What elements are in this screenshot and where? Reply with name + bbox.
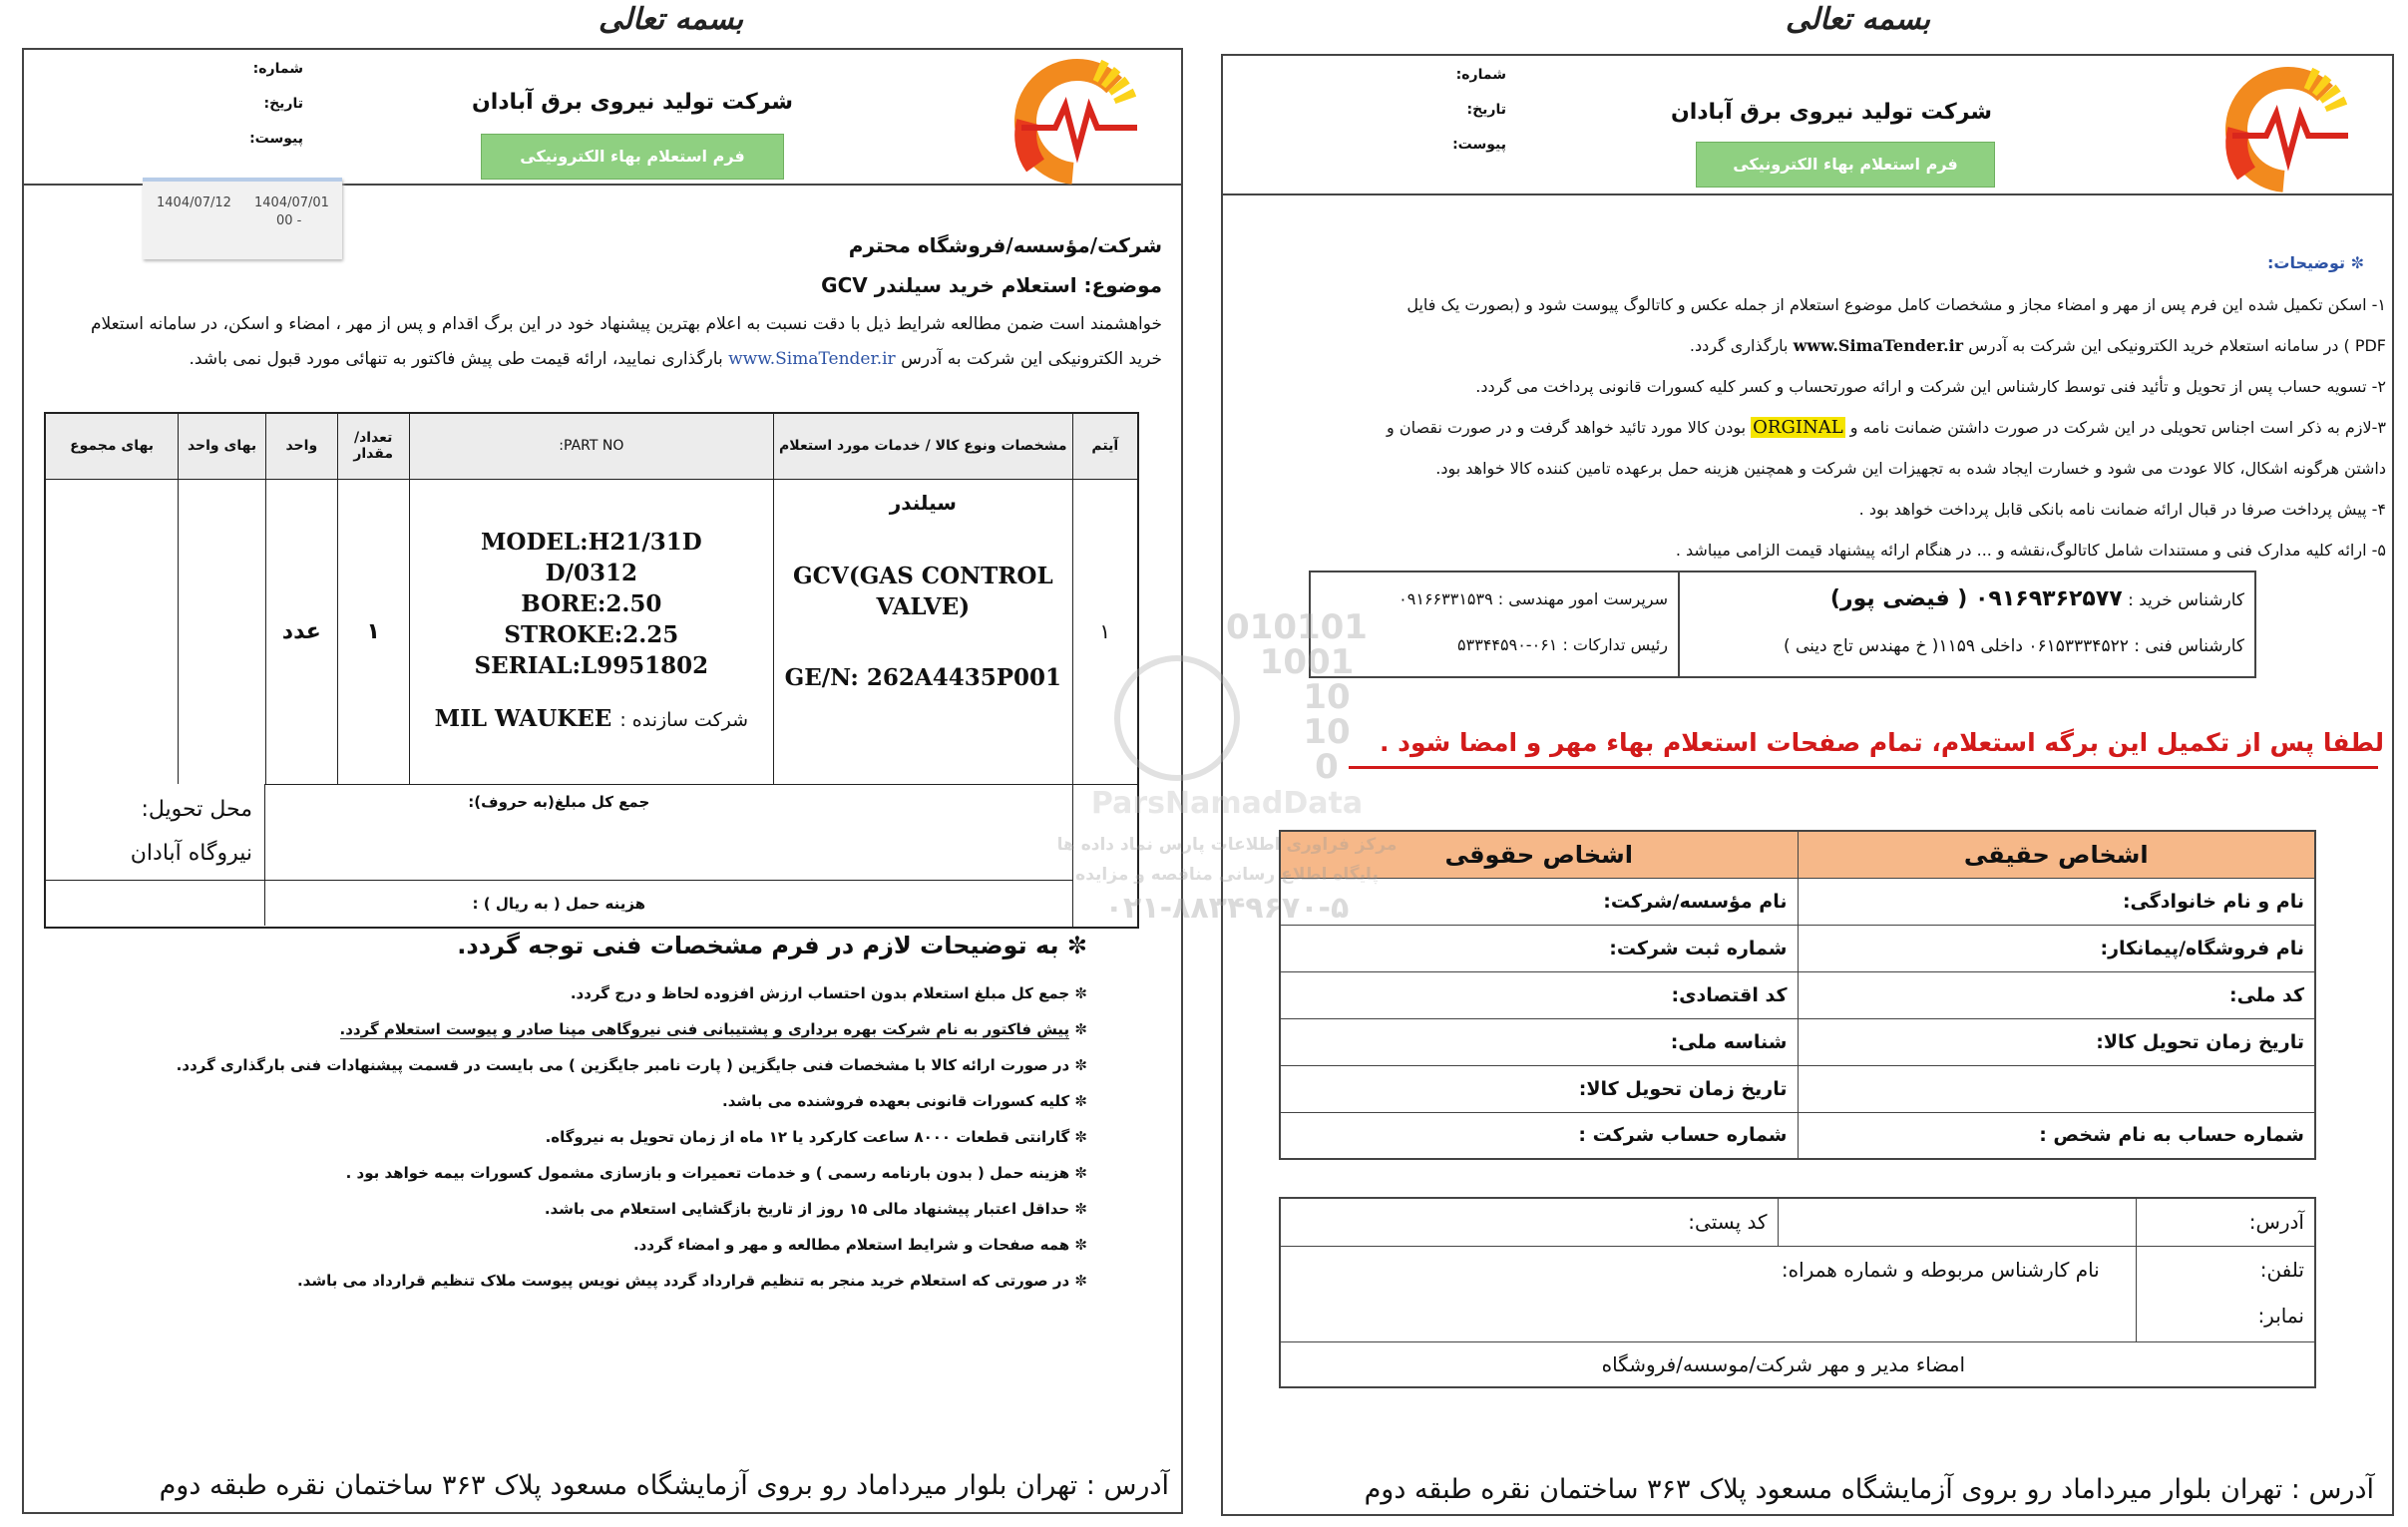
note-item: [100, 1047, 1087, 1083]
tender-url-link[interactable]: www.SimaTender.ir: [1793, 336, 1964, 355]
note-item: [100, 1227, 1087, 1263]
manufacturer-name: MIL WAUKEE: [434, 705, 612, 732]
meta-attachment: پیوست:: [249, 131, 303, 147]
buyer-contact: [1690, 576, 2244, 623]
real-person-field[interactable]: شماره حساب به نام شخص :: [1798, 1112, 2315, 1159]
intro-line-2-end: بارگذاری نمایید، ارائه قیمت طی پیش فاکتور به تنهائی مورد قبول نمی باشد.: [189, 349, 723, 369]
cell-item: ۱: [1072, 479, 1138, 784]
explanation-1b: [1231, 325, 2386, 366]
persons-row: [1280, 1018, 2315, 1065]
table-header-row: [45, 413, 1138, 479]
buyer-label: کارشناس خرید :: [2128, 590, 2244, 610]
tender-url-link[interactable]: www.SimaTender.ir: [728, 349, 896, 369]
spec-line-2: VALVE): [876, 592, 971, 620]
transport-cost-cell[interactable]: هزینه حمل ( به ریال ) :: [45, 880, 1072, 928]
intro-line-1: خواهشمند است ضمن مطالعه شرایط ذیل با دقت نسبت به اعلام بهترین پیشنهاد خود در این برگ اقدام و پس از مهر ، امضاء و اسکن، در سامانه استعلام: [91, 314, 1162, 334]
address-row: [1280, 1198, 2315, 1246]
note-item: [100, 1263, 1087, 1299]
asterisk-icon: ✼: [1069, 1092, 1087, 1110]
legal-person-field[interactable]: شماره حساب شرکت :: [1280, 1112, 1798, 1159]
cell-part-no: [409, 479, 773, 784]
delivery-block: [46, 784, 265, 880]
note-text: کلیه کسورات قانونی بعهده فروشنده می باشد.: [722, 1092, 1070, 1110]
real-person-field[interactable]: کد ملی:: [1798, 971, 2315, 1018]
letterhead: [24, 50, 1181, 186]
persons-row: [1280, 1112, 2315, 1159]
note-text: هزینه حمل ( بدون بارنامه رسمی ) و خدمات تعمیرات و بازسازی مشمول کسورات بیمه خواهد بود .: [345, 1164, 1070, 1182]
explanation-3b: داشتن هرگونه اشکال، کالا عودت می شود و خسارت ایجاد شده به تجهیزات این شرکت و همچنین هزینه حمل برعهده تامین کننده کالا خواهد بود.: [1435, 459, 2386, 478]
note-text: همه صفحات و شرایط استعلام مطالعه و مهر و امضاء گردد.: [632, 1236, 1070, 1254]
watermark-digits-5: 0: [1315, 747, 1339, 787]
asterisk-icon: ✼: [1069, 1164, 1087, 1182]
explanation-5: ۵- ارائه کلیه مدارک فنی و مستندات شامل کاتالوگ،نقشه و ... در هنگام ارائه پیشنهاد قیمت الزامی میباشد .: [1675, 541, 2386, 560]
page-right: [1217, 0, 2408, 1527]
tech-label: کارشناس فنی :: [2134, 636, 2244, 656]
bismillah-header: بسمه تعالی: [599, 2, 744, 37]
address-label[interactable]: آدرس:: [2136, 1198, 2315, 1246]
meta-attachment: پیوست:: [1452, 137, 1506, 153]
meta-number: شماره:: [252, 61, 303, 77]
legal-person-field[interactable]: نام مؤسسه/شرکت:: [1280, 878, 1798, 925]
signature-warning: لطفا پس از تکمیل این برگه استعلام، تمام صفحات استعلام بهاء مهر و امضا شود .: [1379, 728, 2384, 757]
real-person-field[interactable]: نام فروشگاه/پیمانکار:: [1798, 925, 2315, 971]
note-text: در صورت ارائه کالا با مشخصات فنی جایگزین ( پارت نامبر جایگزین ) می بایست در قسمت پیشنهادات فنی بارگذاری گردد.: [176, 1056, 1070, 1074]
real-persons-title: اشخاص حقیقی: [1798, 831, 2315, 878]
note-item: [100, 1191, 1087, 1227]
subject-line: موضوع: استعلام خرید سیلندر GCV: [821, 273, 1162, 297]
manufacturer-line: [410, 703, 773, 736]
note-text: پیش فاکتور به نام شرکت بهره برداری و پشتیبانی فنی نیروگاهی مپنا صادر و پیوست استعلام گردد.: [339, 1020, 1070, 1038]
note-item: [100, 1155, 1087, 1191]
watermark-digits-2: 1001: [1259, 642, 1355, 682]
transport-value-cell[interactable]: [46, 880, 265, 926]
legal-person-field[interactable]: شماره ثبت شرکت:: [1280, 925, 1798, 971]
part-line: SERIAL:L9951802: [474, 652, 709, 679]
contacts-experts: [1678, 573, 2254, 676]
explanations-title-text: توضیحات:: [2266, 253, 2346, 272]
note-text: گارانتی قطعات ۸۰۰۰ ساعت کارکرد یا ۱۲ ماه از زمان تحویل به نیروگاه.: [545, 1128, 1070, 1146]
asterisk-icon: ✼: [1069, 1200, 1087, 1218]
legal-persons-title: اشخاص حقوقی: [1280, 831, 1798, 878]
spec-title: سیلندر: [889, 490, 957, 515]
stamp-start-time: 00 -: [276, 213, 302, 228]
header-item: آیتم: [1072, 413, 1138, 479]
cell-spec: [774, 479, 1073, 784]
total-words-cell[interactable]: جمع کل مبلغ(به حروف):: [45, 784, 1072, 880]
table-row: [45, 479, 1138, 784]
meta-number: شماره:: [1455, 67, 1506, 83]
persons-row: [1280, 878, 2315, 925]
header-part-no: PART NO:: [409, 413, 773, 479]
notes-list: [100, 975, 1087, 1299]
company-name: شرکت تولید نیروی برق آبادان: [471, 90, 794, 115]
spec-ge-number: GE/N: 262A4435P001: [784, 663, 1062, 691]
contacts-managers: [1311, 573, 1678, 676]
meta-date: تاریخ:: [263, 96, 303, 112]
note-text: در صورتی که استعلام خرید منجر به تنظیم قرارداد گردد پیش نویس پیوست ملاک تنظیم قرارداد می باشد.: [296, 1272, 1070, 1290]
procurement-phone: ۰۶۱-۵۳۳۴۴۵۹۰: [1457, 635, 1558, 654]
meta-block: [1446, 58, 1506, 163]
explanation-4: ۴- پیش پرداخت صرفا در قبال ارائه ضمانت نامه بانکی قابل پرداخت خواهد بود .: [1858, 500, 2386, 519]
asterisk-icon: ✼: [2345, 253, 2364, 272]
watermark-line-2: پایگاه اطلاع رسانی مناقصه و مزایده: [1075, 865, 1379, 885]
tech-note-text: به توضیحات لازم در فرم مشخصات فنی توجه گردد.: [457, 932, 1059, 959]
delivery-place: نیروگاه آبادان: [130, 841, 252, 866]
stamp-end-date: 1404/07/12: [157, 195, 231, 210]
company-logo-icon: [1009, 56, 1149, 186]
fax-label[interactable]: نمابر:: [2257, 1303, 2304, 1328]
note-item: [100, 1083, 1087, 1119]
watermark-phone: ۰۲۱-۸۸۳۴۹۶۷۰-۵: [1104, 891, 1350, 926]
part-line: BORE:2.50: [521, 590, 662, 617]
intro-line-2: [22, 349, 1162, 369]
note-text: حداقل اعتبار پیشنهاد مالی ۱۵ روز از تاریخ بازگشایی استعلام می باشد.: [544, 1200, 1070, 1218]
asterisk-icon: ✼: [1069, 1272, 1087, 1290]
header-quantity: تعداد/ مقدار: [337, 413, 409, 479]
header-total-price: بهای مجموع: [45, 413, 179, 479]
bismillah-header: بسمه تعالی: [1786, 2, 1931, 37]
header-spec: مشخصات ونوع کالا / خدمات مورد استعلام: [774, 413, 1073, 479]
signature-label[interactable]: امضاء مدیر و مهر شرکت/موسسه/فروشگاه: [1280, 1341, 2315, 1387]
explanations-title: [2115, 253, 2364, 272]
explanations-list: [1231, 284, 2386, 571]
procurement-contact: [1321, 622, 1668, 668]
explanation-3a: [1231, 407, 2386, 448]
buyer-phone: ۰۹۱۶۹۳۶۲۵۷۷ ( فیضی پور): [1829, 586, 2123, 611]
asterisk-icon: ✼: [1069, 1020, 1087, 1038]
explanation-3a-start: ۳-لازم به ذکر است اجناس تحویلی در این شرکت در صورت داشتن ضمانت نامه و: [1849, 418, 2386, 437]
contacts-box: [1309, 571, 2256, 678]
explanation-1b-start: PDF ) در سامانه استعلام خرید الکترونیکی این شرکت به آدرس: [1968, 336, 2386, 355]
note-item: [100, 975, 1087, 1011]
engineering-label: سرپرست امور مهندسی :: [1497, 589, 1668, 608]
page-left: [0, 0, 1197, 1527]
warning-underline: [1349, 766, 2378, 769]
tech-contact: [1690, 623, 2244, 669]
header-unit-price: بهای واحد: [179, 413, 266, 479]
persons-rows: [1280, 878, 2315, 1159]
company-logo-icon: [2220, 64, 2360, 193]
header-unit: واحد: [265, 413, 337, 479]
legal-person-field[interactable]: کد اقتصادی:: [1280, 971, 1798, 1018]
note-item: [100, 1119, 1087, 1155]
cell-unit-price[interactable]: [179, 479, 266, 784]
intro-line-2-start: خرید الکترونیکی این شرکت به آدرس: [901, 349, 1162, 369]
cell-unit: عدد: [265, 479, 337, 784]
expert-label[interactable]: نام کارشناس مربوطه و شماره همراه:: [1280, 1246, 2136, 1341]
tech-phone: ۰۶۱۵۳۳۳۴۵۲۲ داخلی ۱۱۵۹( خ مهندس تاج دینی ): [1783, 636, 2129, 656]
legal-person-field[interactable]: تاریخ زمان تحویل کالا:: [1280, 1065, 1798, 1112]
persons-table: [1279, 830, 2316, 1160]
explanation-1a: ۱- اسکن تکمیل شده این فرم پس از مهر و امضاء مجاز و مشخصات کامل موضوع استعلام از جمله عکس و کاتالوگ پیوست شود و (بصورت یک فایل: [1406, 295, 2386, 314]
watermark-digits-4: 10: [1303, 712, 1351, 752]
cell-total-price[interactable]: [45, 479, 179, 784]
meta-date: تاریخ:: [1466, 102, 1506, 118]
form-title: فرم استعلام بهاء الکترونیکی: [1696, 142, 1995, 188]
explanation-2: ۲- تسویه حساب پس از تحویل و تأئید فنی توسط کارشناس این شرکت و ارائه صورتحساب و کسر کلیه کسورات قانونی پرداخت می گردد.: [1475, 377, 2386, 396]
watermark-digits-3: 10: [1303, 677, 1351, 717]
spec-line-1: GCV(GAS CONTROL: [793, 562, 1053, 589]
watermark-digits-1: 010101: [1226, 607, 1368, 647]
original-highlight: ORGINAL: [1753, 417, 1843, 438]
persons-row: [1280, 971, 2315, 1018]
stamp-start-date: 1404/07/01: [254, 195, 329, 210]
phone-label[interactable]: تلفن:: [2259, 1257, 2304, 1282]
watermark-line-1: مرکز فراوری اطلاعات پارس نماد داده ها: [1056, 835, 1398, 855]
persons-row: [1280, 925, 2315, 971]
note-item: [100, 1011, 1087, 1047]
part-line: D/0312: [545, 560, 637, 586]
form-title: فرم استعلام بهاء الکترونیکی: [481, 134, 784, 180]
part-line: MODEL:H21/31D: [480, 529, 702, 556]
engineering-contact: [1321, 576, 1668, 622]
part-number-lines: [410, 527, 773, 681]
real-person-field[interactable]: نام و نام خانوادگی:: [1798, 878, 2315, 925]
note-text: جمع کل مبلغ استعلام بدون احتساب ارزش افزوده لحاظ و درج گردد.: [570, 984, 1070, 1002]
asterisk-icon: ✼: [1069, 1056, 1087, 1074]
phone-row: [1280, 1246, 2315, 1341]
persons-header-row: [1280, 831, 2315, 878]
watermark-brand: ParsNamadData: [1090, 786, 1364, 821]
persons-row: [1280, 1065, 2315, 1112]
delivery-label: محل تحویل:: [141, 797, 252, 822]
real-person-field[interactable]: تاریخ زمان تحویل کالا:: [1798, 1018, 2315, 1065]
signature-row: [1280, 1341, 2315, 1387]
meta-block: [243, 52, 303, 157]
footer-address: آدرس : تهران بلوار میرداماد رو بروی آزمایشگاه مسعود پلاک ۳۶۳ ساختمان نقره طبقه دوم: [1364, 1474, 2374, 1505]
part-line: STROKE:2.25: [504, 621, 679, 648]
real-person-field[interactable]: [1798, 1065, 2315, 1112]
footer-address: آدرس : تهران بلوار میرداماد رو بروی آزمایشگاه مسعود پلاک ۳۶۳ ساختمان نقره طبقه دوم: [159, 1470, 1169, 1501]
phone-fax-labels: [2136, 1246, 2315, 1341]
cell-quantity: ۱: [337, 479, 409, 784]
company-name: شرکت تولید نیروی برق آبادان: [1670, 100, 1993, 125]
letterhead: [1223, 56, 2392, 195]
asterisk-icon: ✼: [1069, 984, 1087, 1002]
salutation: شرکت/مؤسسه/فروشگاه محترم: [848, 233, 1162, 257]
asterisk-icon: ✼: [1069, 1128, 1087, 1146]
tech-note: [299, 932, 1087, 959]
explanation-3a-end: بودن کالا مورد تائید خواهد گرفت و در صورت نقصان و: [1387, 418, 1747, 437]
postal-code-label[interactable]: کد پستی:: [1280, 1198, 1778, 1246]
asterisk-icon: ✼: [1069, 1236, 1087, 1254]
asterisk-icon: ✼: [1058, 932, 1087, 959]
procurement-label: رئیس تدارکات :: [1562, 635, 1668, 654]
legal-person-field[interactable]: شناسه ملی:: [1280, 1018, 1798, 1065]
engineering-phone: ۰۹۱۶۶۳۳۱۵۳۹: [1399, 589, 1493, 608]
manufacturer-label: شرکت سازنده :: [619, 709, 749, 731]
address-table: [1279, 1197, 2316, 1388]
explanation-1b-end: بارگذاری گردد.: [1689, 336, 1789, 355]
